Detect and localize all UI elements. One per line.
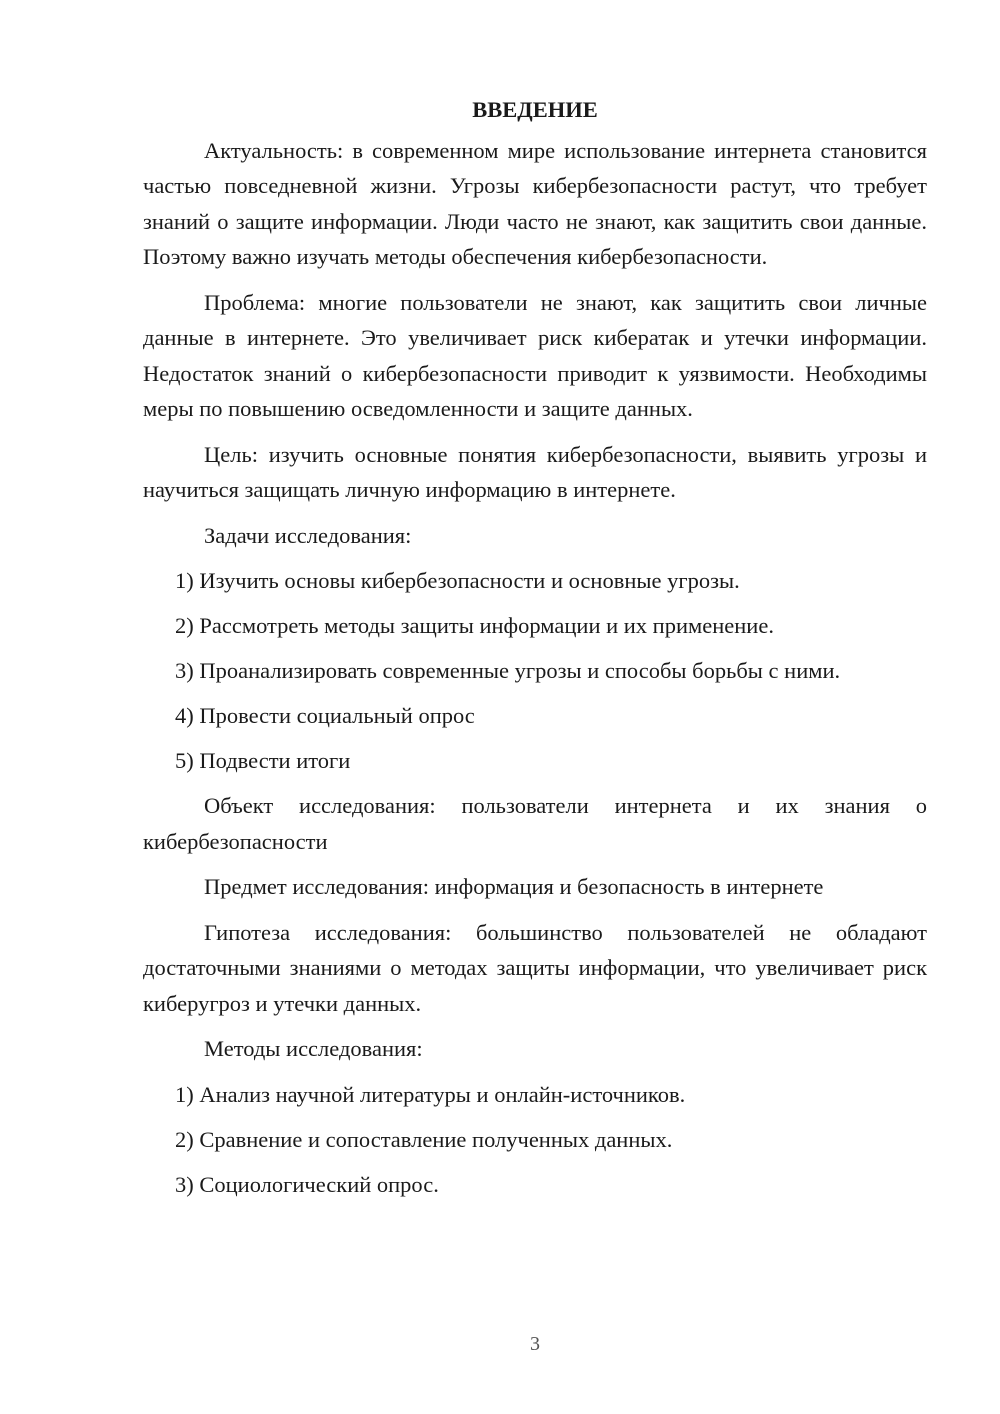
method-item: 1) Анализ научной литературы и онлайн-источников. xyxy=(175,1081,686,1107)
paragraph-relevance: Актуальность: в современном мире использование интернета становится частью повседневной жизни. Угрозы кибербезопасности растут, что требует знаний о защите информации. Люди часто не знают, как защитить свои данные. Поэтому важно изучать методы обеспечения кибербезопасности. xyxy=(143,137,927,269)
paragraph-problem: Проблема: многие пользователи не знают, как защитить свои личные данные в интернете. Это увеличивает риск кибератак и утечки информации. Недостаток знаний о кибербезопасности приводит к уязвимости. Необходимы меры по повышению осведомленности и защите данных. xyxy=(143,289,927,421)
task-item: 4) Провести социальный опрос xyxy=(175,703,475,728)
task-item: 5) Подвести итоги xyxy=(175,748,351,773)
paragraph-hypothesis: Гипотеза исследования: большинство пользователей не обладают достаточными знаниями о методах защиты информации, что увеличивает риск киберугроз и утечки данных. xyxy=(143,919,927,1016)
task-item: 1) Изучить основы кибербезопасности и основные угрозы. xyxy=(175,568,740,593)
method-item: 2) Сравнение и сопоставление полученных данных. xyxy=(175,1126,673,1152)
method-item: 3) Социологический опрос. xyxy=(175,1171,439,1197)
paragraph-subject: Предмет исследования: информация и безопасность в интернете xyxy=(204,874,824,899)
tasks-heading: Задачи исследования: xyxy=(204,522,412,548)
methods-heading: Методы исследования: xyxy=(204,1036,423,1061)
page-number: 3 xyxy=(530,1333,540,1355)
page-content xyxy=(143,92,927,1212)
task-item: 2) Рассмотреть методы защиты информации и их применение. xyxy=(175,613,774,638)
paragraph-goal: Цель: изучить основные понятия кибербезопасности, выявить угрозы и научиться защищать личную информацию в интернете. xyxy=(143,441,927,502)
paragraph-object: Объект исследования: пользователи интернета и их знания о кибербезопасности xyxy=(143,793,927,854)
section-title: ВВЕДЕНИЕ xyxy=(472,97,598,122)
task-item: 3) Проанализировать современные угрозы и способы борьбы с ними. xyxy=(175,658,841,683)
